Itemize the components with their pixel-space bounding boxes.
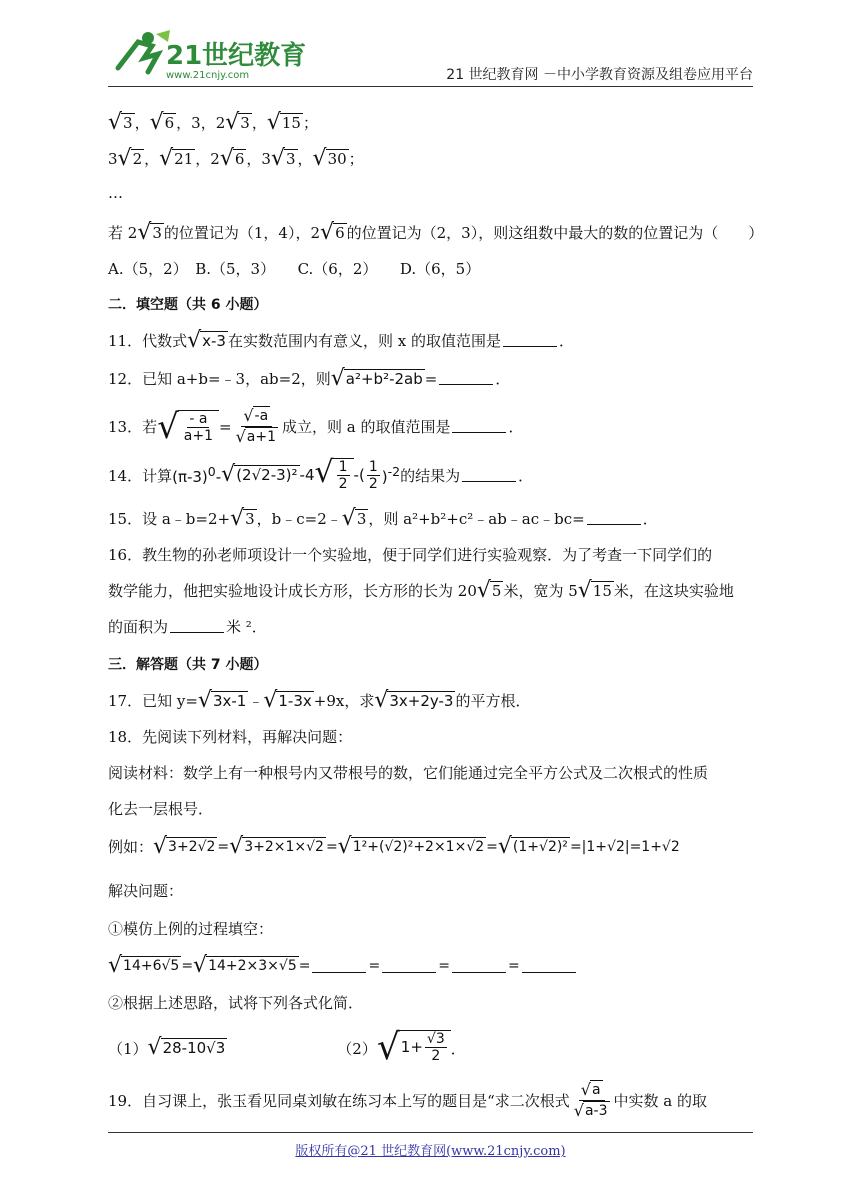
site-logo xyxy=(108,28,307,84)
logo-text: 21世纪教育 xyxy=(166,41,307,71)
question-14: 14．计算 $(\pi-3)^0-$ √ (2√2-3)² -4 √ $\frac{1}{2}$ -( $\frac{1}{2}$ )$^{-2}$ 的结果为 ． xyxy=(108,455,534,492)
answer-blank xyxy=(452,960,506,973)
question-15: 15．设 a﹣b=2+ √ 3 ，b﹣c=2﹣ √ 3 ，则 a²+b²+c²﹣ab﹣ac﹣bc= ． xyxy=(108,505,658,531)
answer-blank xyxy=(522,960,576,973)
footer-divider xyxy=(108,1132,753,1133)
footer-copyright[interactable]: 版权所有@21 世纪教育网(www.21cnjy.com) xyxy=(295,1144,566,1159)
question-16-line-2: 数学能力，他把实验地设计成长方形，长方形的长为 20 √ 5 米，宽为 5 √ 15 米，在这块实验地 xyxy=(108,577,734,603)
question-13: 13．若 √ $\frac{- a}{a+1}$ = √ -a √ a+1 成立，则 a 的取值范围是 ． xyxy=(108,406,524,447)
question-18-example: 例如： √ 3+2√2 = √ 3+2×1×√2 = √ 1²+(√2)²+2×1×√2 = √ (1+√2)² =|1+√2|=1+√2 xyxy=(108,833,680,859)
question-18-reading-2: 化去一层根号． xyxy=(108,800,214,818)
header-tagline: 21 世纪教育网 －中小学教育资源及组卷应用平台 xyxy=(446,67,753,83)
answer-blank xyxy=(587,512,641,525)
section-solutions: 三．解答题（共 7 小题） xyxy=(108,657,268,673)
question-18-reading-1: 阅读材料：数学上有一种根号内又带根号的数，它们能通过完全平方公式及二次根式的性质 xyxy=(108,764,709,782)
question-11: 11．代数式 √ x-3 在实数范围内有意义，则 x 的取值范围是 ． xyxy=(108,327,574,353)
answer-blank xyxy=(452,420,506,433)
question-19: 19．自习课上，张玉看见同桌刘敏在练习本上写的题目是“求二次根式 √ a √ a-3 中实数 a 的取 xyxy=(108,1080,707,1120)
answer-blank xyxy=(439,372,493,385)
question-18-step-2: ②根据上述思路，试将下列各式化简． xyxy=(108,994,364,1012)
answer-blank xyxy=(462,469,516,482)
page-header xyxy=(0,0,861,90)
header-divider xyxy=(108,86,753,87)
sequence-row-2: 3 √ 2 ， √ 21 ，2 √ 6 ，3 √ 3 ， √ 30 ； xyxy=(108,145,364,171)
question-16-line-3: 的面积为 米 ²． xyxy=(108,618,267,636)
answer-blank xyxy=(170,620,224,633)
question-18-title: 18．先阅读下列材料，再解决问题： xyxy=(108,728,353,746)
question-12: 12．已知 a+b=﹣3，ab=2，则 √ a²+b²-2ab = ． xyxy=(108,365,511,391)
question-18-step-1: ①模仿上例的过程填空： xyxy=(108,920,274,938)
question-10: 若 2 √ 3 的位置记为（1，4），2 √ 6 的位置记为（2，3），则这组数中最大的数的位置记为（ ） xyxy=(108,219,764,245)
question-10-options: A.（5，2） B.（5，3） C.（6，2） D.（6，5） xyxy=(108,260,481,278)
logo-url: www.21cnjy.com xyxy=(166,70,250,81)
answer-blank xyxy=(312,960,366,973)
answer-blank xyxy=(503,334,557,347)
question-16-line-1: 16．教生物的孙老师项设计一个实验地，便于同学们进行实验观察．为了考查一下同学们的 xyxy=(108,546,713,564)
question-17: 17．已知 y= √ 3x-1 ﹣ √ 1-3x +9x，求 √ 3x+2y-3 的平方根． xyxy=(108,687,531,713)
question-18-fill: √ 14+6√5 = √ 14+2×3×√5 = = = = xyxy=(108,956,578,976)
question-18-subparts: （1） √ 28-10√3 （2） √ 1+ $\frac{√3}{2}$ ． xyxy=(108,1027,466,1068)
sequence-row-1: √ 3 ， √ 6 ，3，2 √ 3 ， √ 15 ； xyxy=(108,109,318,135)
ellipsis: … xyxy=(108,184,123,202)
section-fill-blank: 二．填空题（共 6 小题） xyxy=(108,297,268,313)
answer-blank xyxy=(382,960,436,973)
question-18-solve: 解决问题： xyxy=(108,882,184,900)
